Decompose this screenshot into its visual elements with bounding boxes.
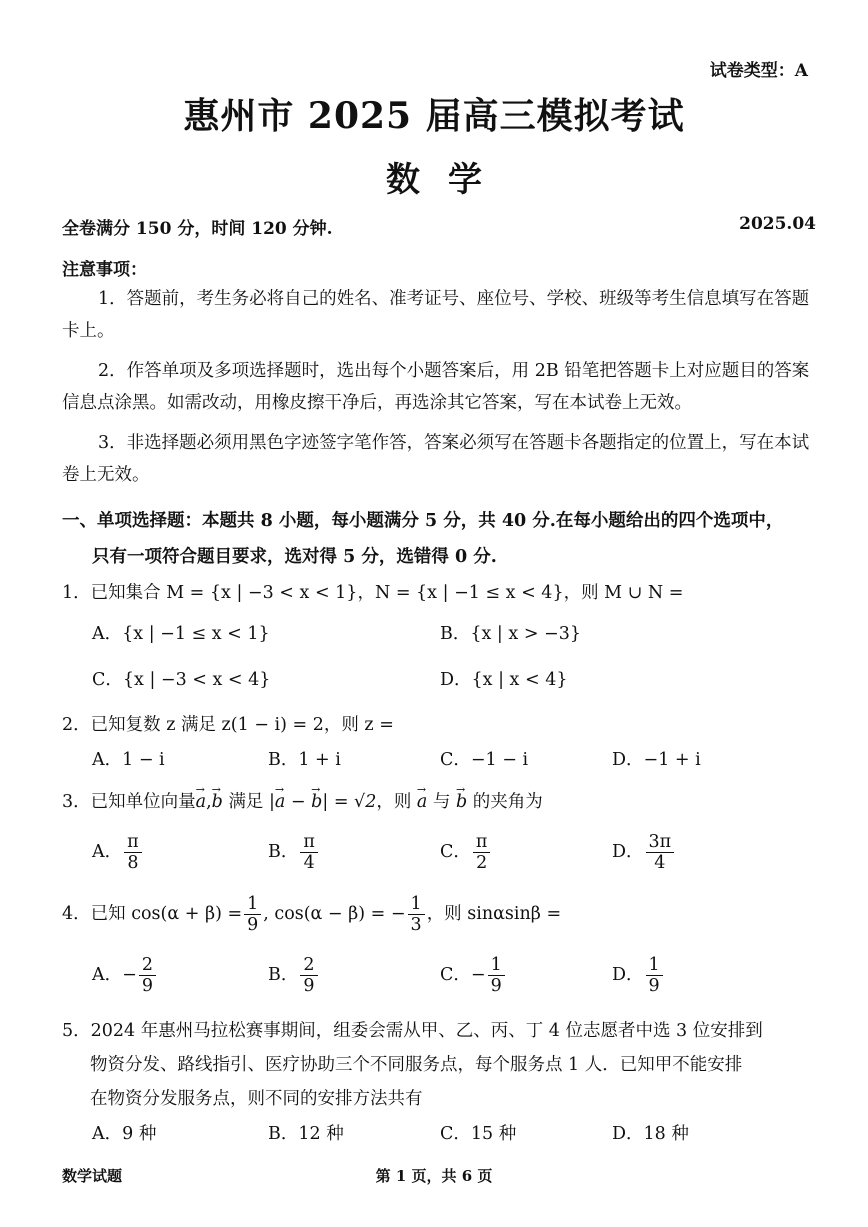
question-1-option-c: C．{x | −3 < x < 4} — [92, 670, 271, 690]
question-1-option-a: A．{x | −1 ≤ x < 1} — [92, 624, 270, 644]
vector-a: → a — [196, 787, 206, 817]
question-3-option-c: C． $\frac{\pi}{2}$ — [440, 832, 492, 873]
question-4-option-a: A．− $\frac{2}{9}$ — [92, 955, 158, 996]
question-2-option-a: A．1 − i — [92, 750, 165, 770]
q5-line-3: 在物资分发服务点，则不同的安排方法共有 — [90, 1089, 423, 1109]
question-5-option-b: B．12 种 — [268, 1124, 344, 1144]
section-1-line-1: 一、单项选择题：本题共 8 小题，每小题满分 5 分，共 40 分.在每小题给出的四个选项中， — [62, 511, 784, 531]
q4-fraction-1: $\frac{1}{9}$ — [244, 894, 261, 935]
question-2-option-d: D．−1 + i — [612, 750, 701, 770]
notice-item-text: 3．非选择题必须用黑色字迹签字笔作答，答案必须写在答题卡各题指定的位置上，写在本试卷上无效。 — [62, 433, 810, 485]
exam-info-line — [62, 214, 816, 239]
question-4-option-b: B． $\frac{2}{9}$ — [268, 955, 320, 996]
q5-line-2: 物资分发、路线指引、医疗协助三个不同服务点，每个服务点 1 人．已知甲不能安排 — [90, 1055, 743, 1075]
footer-page-number: 第 1 页，共 6 页 — [375, 1167, 493, 1185]
question-5-option-a: A．9 种 — [92, 1124, 157, 1144]
exam-title: 惠州市 2025 届高三模拟考试 — [183, 95, 685, 137]
q4-text-a: 4．已知 cos(α + β) = — [62, 904, 243, 924]
exam-date: 2025.04 — [739, 214, 816, 234]
q3-text-d: 与 — [432, 792, 451, 812]
q3-text-a: 3．已知单位向量 — [62, 792, 196, 812]
paper-type-label: 试卷类型：A — [709, 61, 808, 81]
question-1-option-d: D．{x | x < 4} — [440, 670, 568, 690]
section-1-line-2: 只有一项符合题目要求，选对得 5 分，选错得 0 分. — [92, 547, 497, 567]
q4-text-b: , cos(α − β) = − — [263, 904, 406, 924]
vector-b: → b — [212, 787, 223, 817]
question-5-stem — [62, 1014, 822, 1116]
question-2-option-c: C．−1 − i — [440, 750, 529, 770]
question-5-option-c: C．15 种 — [440, 1124, 517, 1144]
q4-text-c: ，则 sinαsinβ = — [426, 904, 562, 924]
notice-item-2 — [62, 355, 812, 419]
question-3-option-b: B． $\frac{\pi}{4}$ — [268, 832, 320, 873]
notice-title: 注意事项： — [62, 260, 147, 280]
notice-item-text: 1．答题前，考生务必将自己的姓名、准考证号、座位号、学校、班级等考生信息填写在答题卡上。 — [62, 289, 810, 341]
question-4-stem — [62, 894, 822, 935]
notice-item-1 — [62, 283, 812, 347]
q3-text-b: 满足 — [228, 792, 264, 812]
question-5-option-d: D．18 种 — [612, 1124, 689, 1144]
notice-item-3 — [62, 427, 812, 491]
question-3-stem: 3．已知单位向量→ a,→ b 满足 |→ a − → b| = √2，则 → a 与 → b 的夹角为 — [62, 787, 822, 817]
footer-subject: 数学试题 — [62, 1167, 123, 1185]
question-3-option-a: A． $\frac{\pi}{8}$ — [92, 832, 144, 873]
question-2-stem: 2．已知复数 z 满足 z(1 − i) = 2，则 z = — [62, 715, 394, 735]
question-1-stem: 1．已知集合 M = {x | −3 < x < 1}，N = {x | −1 ≤ x < 4}，则 M ∪ N = — [62, 583, 684, 603]
q3-text-e: 的夹角为 — [472, 792, 543, 812]
full-score-text: 全卷满分 150 分，时间 120 分钟. — [62, 219, 333, 239]
q3-text-c: ，则 — [376, 792, 412, 812]
vector-b-ref: → b — [456, 787, 467, 817]
vector-a-ref: → a — [417, 787, 427, 817]
section-1-heading — [62, 503, 822, 575]
notice-item-text: 2．作答单项及多项选择题时，选出每个小题答案后，用 2B 铅笔把答题卡上对应题目的答案信息点涂黑。如需改动，用橡皮擦干净后，再选涂其它答案，写在本试卷上无效。 — [62, 361, 810, 413]
question-2-option-b: B．1 + i — [268, 750, 341, 770]
subject-title: 数学 — [386, 160, 510, 200]
q5-line-1: 5．2024 年惠州马拉松赛事期间，组委会需从甲、乙、丙、丁 4 位志愿者中选 3 位安排到 — [62, 1021, 763, 1041]
question-1-option-b: B．{x | x > −3} — [440, 624, 581, 644]
question-4-option-d: D． $\frac{1}{9}$ — [612, 955, 665, 996]
question-4-option-c: C．− $\frac{1}{9}$ — [440, 955, 507, 996]
q4-fraction-2: $\frac{1}{3}$ — [408, 894, 425, 935]
question-3-option-d: D． $\frac{3\pi}{4}$ — [612, 832, 676, 873]
q3-norm-expression: |→ a − → b| = √2 — [269, 792, 376, 812]
